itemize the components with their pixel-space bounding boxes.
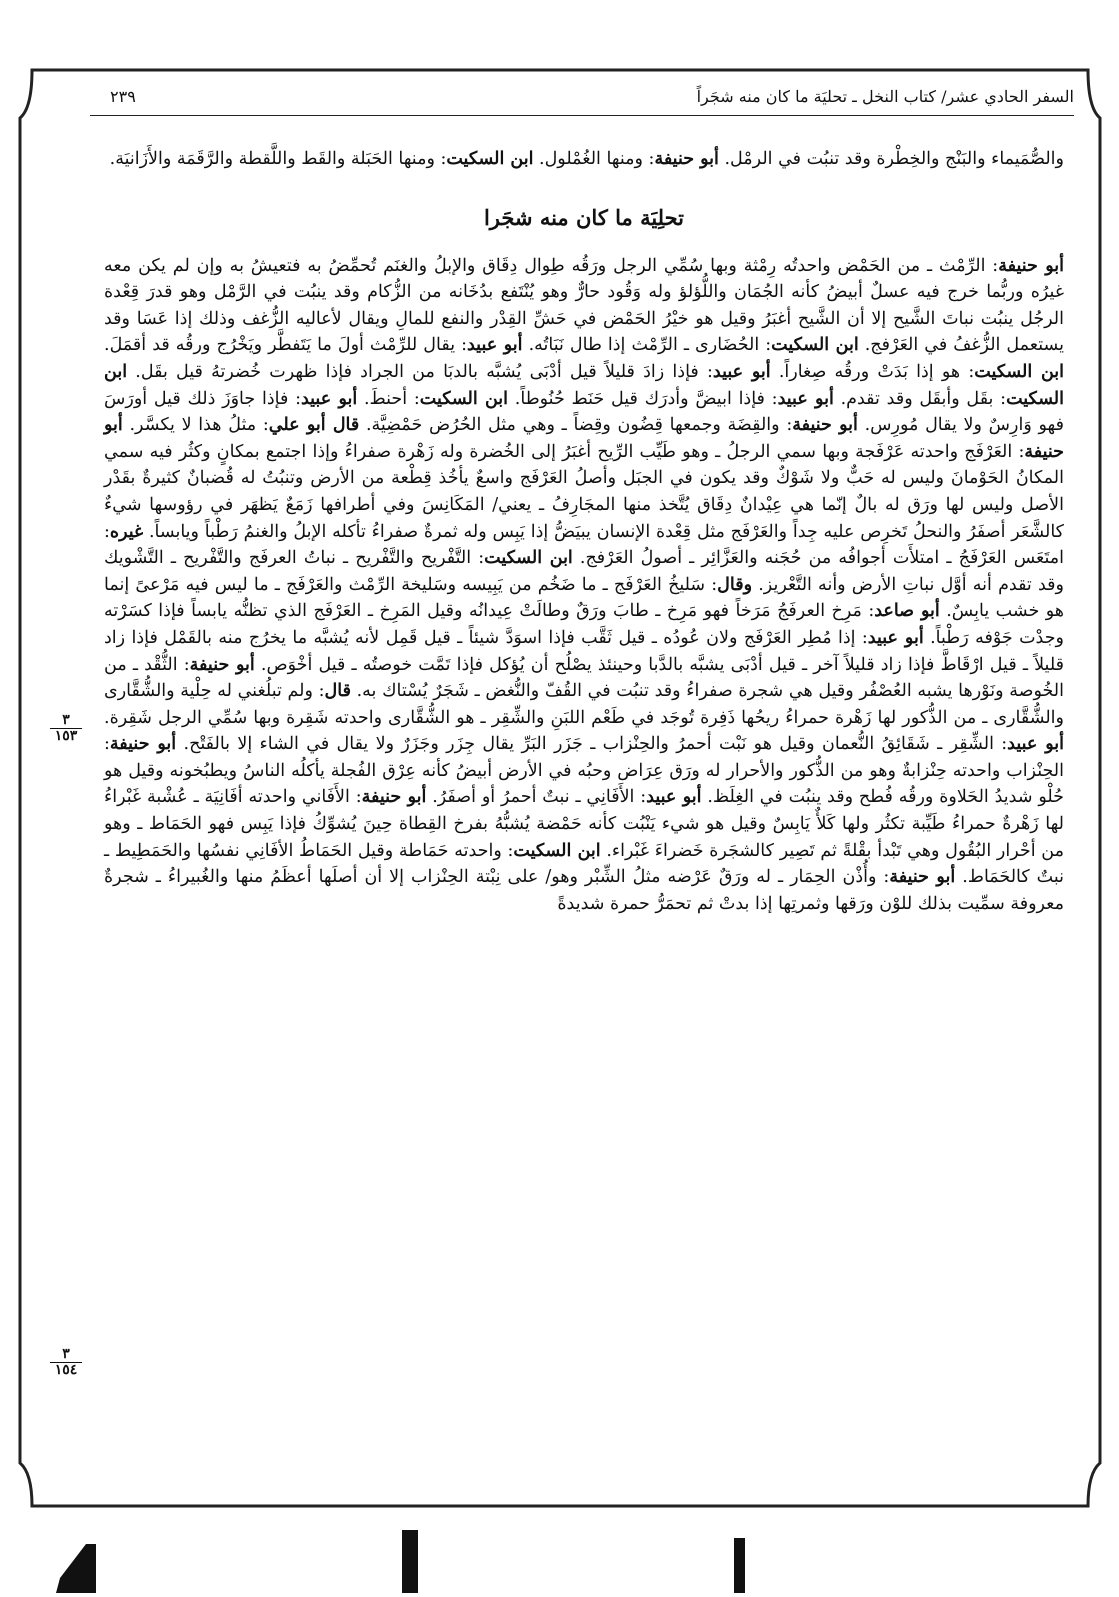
text-segment: : الأَفَاني واحدته أفَانِيَة ـ عُشْبة غَبْراءُ لها زَهْرةٌ حمراءُ طَيِّبة تكثُر ولها كَلأٌ يَابِسٌ وقيل هو شيء يَنْبُت كأنه حَمْضة يُشبُّهُ بفرخ القِطاة حِينَ يُشوِّكُ فإذا يَبِس فهو الحَمَاط ـ وهو من أحْرار البُقُول وهي تَبْدأ بقْلةً ثم تَصِير كالشجَرة خَضراءَ غَبْراء. — [104, 787, 1064, 861]
speaker-name: أبو حنيفة — [189, 654, 255, 675]
text-segment: : واحدته حَمَاطة وقيل الحَمَاطُ الأفَانِي نفسُها والحَمَطِيط ـ نبتٌ كالحَمَاط. — [104, 840, 1065, 888]
header-rule — [90, 115, 1074, 116]
running-head — [100, 84, 1074, 110]
text-segment: : يقال للرِّمْث أولَ ما يَتَفطَّر ويَخْرُج ورقُه قد أقمَلَ. — [104, 335, 467, 356]
text-segment: : امتَعَس العَرْفَجُ ـ امتلأَت أجوافُه من حُجَنه والعَزَّائِر ـ أصولُ العَرْفج. — [104, 521, 1065, 569]
speaker-name: أبو عبيد — [1007, 734, 1064, 755]
text-segment: : الثُّقْد ـ من الخُوصة ونَوْرها يشبه العُصْفُر وقيل هي شجرة صفراءُ وقد تنبُت في القُفّ والنُّغض ـ شَجَرٌ يُسْتاك به. — [104, 654, 1064, 702]
text-segment: : إذا مُطِر العَرْفَج ولان عُودُه ـ قيل ثَقَّب فإذا اسوَدَّ شيئاً ـ قيل قَمِل لأنه يُشبَّه ما يخرُج منه بالقَمْل فإذا زاد قليلاً ـ قيل ارْقَاطَّ فإذا زاد قليلاً آخر ـ قيل أدْبَى يشبَّه بالدَّبا وحينئذ يصْلُح أن يُؤكل فإذا تَمَّت خوصتُه ـ قيل أخْوَص. — [104, 627, 1065, 675]
intro-paragraph: والصُّمَيماء والبَنْج والخِطْرة وقد تنبُت في الرمْل. أبو حنيفة: ومنها الغُمْلول. ابن السكيت: ومنها الحَبَلة والقَط واللَّقطة والرَّقَمَة والأَزَانيَة. — [109, 149, 1064, 169]
speaker-name: أبو عبيد — [467, 335, 523, 356]
text-segment: : أحنطَ. — [357, 388, 420, 409]
text-segment: : مثلُ هذا لا يكسَّر. — [122, 415, 269, 436]
speaker-name: أبو عبيد — [712, 361, 771, 382]
text-segment: : العَرْفَج واحدته عَرْفَجة وبها سمي الرجلُ ـ وهو طَيِّب الرِّيح أغبَرُ إلى الخُضرة وله زَهْرة صفراءُ وإذا اجتمع بمكانٍ وكثُر فيه سمي المكانُ الحَوْمانَ وليس له حَبٌّ ولا شَوْكٌ وقد يكون في الجبَل وأصلُ العَرْفَج واسعٌ يأخُذ قِطْعة من الأرض وتنبُتُ له قُضبانٌ كثيرةٌ بقَدْر الأصل وليس لها ورَق له بالٌ إنّما هي عِيْدانٌ دِقَاق يُتَّخذ منها المجَارِفُ ـ يعني/ المَكَانِسَ وفي أطرافها زَمَعٌ يَظهَر في رؤوسها شيءٌ كالشَّعَر أصفَرُ والنحلُ تَخرِص عليه جِداً والعَرْفَج مثل قِعْدة الإنسان يبيَضُّ إذا يَبِس وله ثمرةٌ صفراءُ تأكله الإبلُ والغنمُ رَطْباً ويابساً. — [104, 441, 1064, 542]
speaker-name: ابن السكيت — [446, 149, 534, 169]
speaker-name: قال أبو علي — [268, 415, 360, 436]
speaker-name: أبو حنيفة — [654, 149, 719, 169]
body-text — [104, 146, 1064, 917]
main-paragraph — [104, 253, 1064, 918]
marginal-note-1: ٣ ١٥٣ — [44, 714, 88, 743]
text-segment: : فإذا ابيضَّ وأدرَك قيل حَنَط حُنُوطاً. — [508, 388, 778, 409]
text-segment: : فإذا جاوَزَ ذلك قيل أورَسَ فهو وَارِسٌ ولا يقال مُورِس. — [104, 388, 1064, 436]
speaker-name: ابن السكيت — [771, 335, 859, 356]
speaker-name: أبو عبيد — [646, 787, 702, 808]
running-title: السفر الحادي عشر/ كتاب النخل ـ تحليَة ما كان منه شجَراً — [696, 87, 1074, 106]
text-segment: : الحِنْزاب واحدته حِنْزابةٌ وهو من الذُّكور والأحرار له ورَق عِرَاض وحبُه في الأرض أبيضُ كأنه عِرْق الفُجلة يأكلُه الناسُ ويطبُخونه وقيل هو حُلْو شديدُ الحَلاوة ورقُه فُطح وقد ينبُت في الغِلَظ. — [104, 734, 1064, 808]
text-segment: : الشِّقِر ـ شَقَائِقُ النُّعمان وقيل هو نَبْت أحمرُ والحِنْزاب ـ جَزَر البَرِّ يقال جِزَر وجَزَرٌ ولا يقال في الشاء إلا بالفَتْح. — [176, 734, 1008, 755]
text-segment: : الأَفَانِي ـ نبتٌ أحمرُ أو أصفَرُ. — [426, 787, 647, 808]
text-segment: : الحُضَارى ـ الرِّمْث إذا طال نَبَاتُه. — [522, 335, 772, 356]
speaker-name: أبو صاعد — [874, 601, 940, 622]
text-segment: : التَّفْريح والتَّفْريح ـ نباتُ العرفَج والتَّفْريح ـ التَّشْويك وقد تقدم أنه أوَّل نباتِ الأرض وأنه التَّعْريز. — [104, 548, 1064, 595]
speaker-name: أبو حنيفة — [792, 415, 858, 436]
speaker-name: أبو عبيد — [867, 627, 924, 648]
speaker-name: أبو حنيفة — [998, 255, 1065, 276]
speaker-name: ابن السكيت — [513, 840, 601, 861]
bottom-scan-artifact — [0, 1530, 1119, 1593]
speaker-name: وقال — [717, 574, 753, 595]
speaker-name: ابن السكيت — [419, 388, 509, 409]
speaker-name: أبو عبيد — [300, 388, 358, 409]
text-segment: : الرِّمْث ـ من الحَمْض واحدتُه رِمْثة وبها سُمِّي الرجل ورَقُه طِوال دِقَاق والإبلُ والغنَم تُحمِّضُ به فتعيشُ به وإن لم يكن معه غيرُه وربُّما خرج فيه عسلٌ أبيضُ كأنه الجُمَان واللُّؤلؤ وله وَقُود حارٌّ وهو يُنْتَفع بدُخَانه من الزُّكام وقد ينبُت في الرَّمْل وهو قدرَ قِعْدة الرجُل ينبُت نباتَ الشَّيح إلا أن الشَّيح أغبَرُ وقيل هو خيْرُ الحَمْض في حَشِّ القِدْر والنفع للمالِ ويقال لأعاليه الزُّغف وذلك إذا عَسَا وقد يستعمل الزُّغفُ في العَرْفج. — [104, 255, 1064, 356]
text-segment: : ولم تبلُغني له حِلْية والشُّقَّارى والشُّقَّارى ـ من الذُّكور لها زَهْرة حمراءُ ريحُها ذَفِرة تُوجَد في طَعْم اللبَنِ والشِّقِر ـ هو الشُّقَّارى واحدته شَقِرة وبها سُمِّي الرجل شَقِرة. — [104, 681, 1064, 728]
text-segment: : فإذا زادَ قليلاً قيل أدْبَى يُشبَّه بالدبَا من الجراد فإذا ظهرت خُضرتهُ قيل بقَل. — [127, 361, 713, 382]
text-segment: : وأُذْن الحِمَار ـ له ورَقٌ عَرْضه مثلُ الشِّبْر وهو/ على نِبْتة الحِنْزاب إلا أن أصلَها أعظَمُ منها والغُبيراءُ ـ شجرةٌ معروفة سمِّيت بذلك للوْن ورَقها وثمرتِها إذا بدتْ ثم تحمَرُّ حمرة شديدةً — [104, 867, 1064, 914]
text-segment: : هو إذا بَدَتْ ورقُه صِغاراً. — [770, 361, 975, 382]
marginal-note-2: ٣ ١٥٤ — [44, 1348, 88, 1377]
speaker-name: ابن السكيت — [974, 361, 1064, 382]
page-number: ٢٣٩ — [110, 87, 136, 106]
text-segment: : سَليخُ العَرْفَج ـ ما ضَخُم من يَبِيسه وسَليخة الرِّمْث والعَرْفَج ـ ما ليس فيه مَرْعىً إنما هو خشب يابِسٌ. — [104, 574, 1064, 622]
speaker-name: أبو حنيفة — [361, 787, 427, 808]
speaker-name: غيره — [109, 521, 144, 542]
speaker-name: أبو حنيفة — [889, 867, 956, 888]
text-segment: : بقَل وأبقَل وقد تقدم. — [833, 388, 1007, 409]
speaker-name: قال — [324, 681, 351, 702]
speaker-name: أبو حنيفة — [104, 415, 1064, 462]
section-heading: تحلِيَة ما كان منه شجَرا — [483, 204, 685, 230]
speaker-name: أبو حنيفة — [109, 734, 177, 755]
text-segment: : والقِضَة وجمعها قِضُون وقِضاً ـ وهي مثل الحُرُض حَمْضِيَّة. — [359, 415, 793, 436]
speaker-name: ابن السكيت — [484, 548, 573, 569]
text-segment: : مَرِخ العرفَجُ مَرَخاً فهو مَرِخ ـ طابَ ورَقٌ وطالَتْ عِيدانُه وقيل المَرِخ ـ العَرْفَج الذي تظنُّه يابساً فإذا كسَرْته وجدْت جَوْفه رَطْباً. — [104, 601, 1065, 648]
speaker-name: أبو عبيد — [777, 388, 834, 409]
speaker-name: ابن السكيت — [104, 361, 1064, 409]
